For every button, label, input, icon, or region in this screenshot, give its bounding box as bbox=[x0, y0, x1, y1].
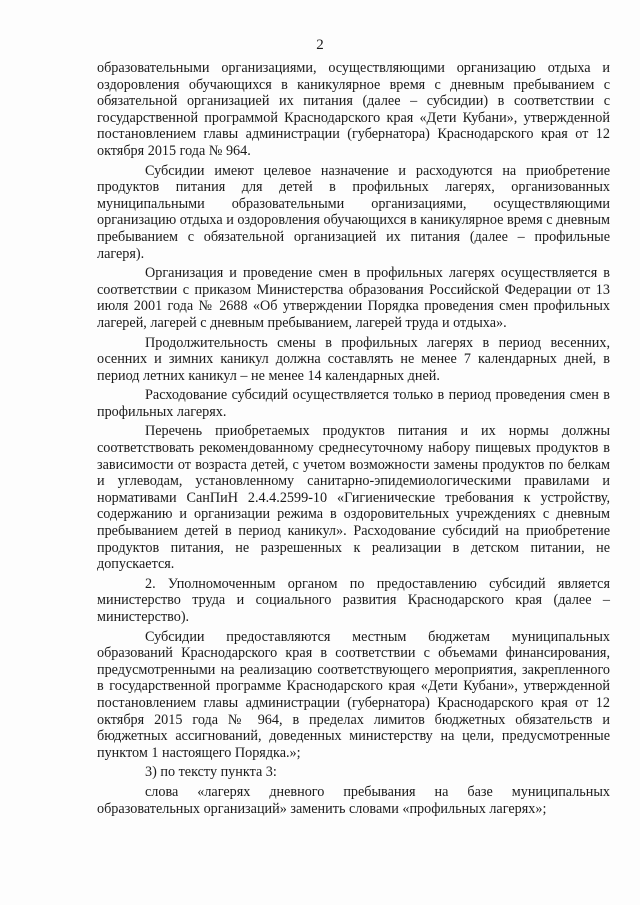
paragraph-camp-organization: Организация и проведение смен в профильных лагерях осуществляется в соответствии с приказом Министерства образования Российской Федерации от 13 июля 2001 года № 2688 «Об утверждении Порядка проведения смен профильных лагерей, лагерей с дневным пребыванием, лагерей труда и отдыха». bbox=[97, 265, 610, 331]
paragraph-authorized-body: 2. Уполномоченным органом по предоставлению субсидий является министерство труда и социального развития Краснодарского края (далее – министерство). bbox=[97, 575, 610, 625]
paragraph-spending-period: Расходование субсидий осуществляется только в период проведения смен в профильных лагерях. bbox=[97, 387, 610, 420]
paragraph-food-list: Перечень приобретаемых продуктов питания и их нормы должны соответствовать рекомендованному среднесуточному набору пищевых продуктов в зависимости от возраста детей, с учетом возможности замены продуктов по белкам и углеводам, установленному санитарно-эпидемиологическими правилами и нормативами СанПиН 2.4.4.2599-10 «Гигиенические требования к устройству, содержанию и организации режима в оздоровительных учреждениях с дневным пребыванием детей в период каникул». Расходование субсидий на приобретение продуктов питания, не разрешенных к реализации в детском питании, не допускается. bbox=[97, 423, 610, 573]
paragraph-continuation: образовательными организациями, осуществляющими организацию отдыха и оздоровления обучающихся в каникулярное время с дневным пребыванием с обязательной организацией их питания (далее – субсидии) в соответствии с государственной программой Краснодарского края «Дети Кубани», утвержденной постановлением главы администрации (губернатора) Краснодарского края от 12 октября 2015 года № 964. bbox=[97, 60, 610, 159]
paragraph-subsidy-provision: Субсидии предоставляются местным бюджетам муниципальных образований Краснодарского края в соответствии с объемами финансирования, предусмотренными на реализацию соответствующего мероприятия, закрепленного в государственной программе Краснодарского края «Дети Кубани», утвержденной постановлением главы администрации (губернатора) Краснодарского края от 12 октября 2015 года № 964, в пределах лимитов бюджетных обязательств и бюджетных ассигнований, доведенных министерству на цели, предусмотренные пунктом 1 настоящего Порядка.»; bbox=[97, 628, 610, 761]
document-body bbox=[97, 60, 610, 817]
paragraph-shift-duration: Продолжительность смены в профильных лагерях в период весенних, осенних и зимних каникул должна составлять не менее 7 календарных дней, в период летних каникул – не менее 14 календарных дней. bbox=[97, 334, 610, 384]
paragraph-item-3: 3) по тексту пункта 3: bbox=[145, 764, 277, 781]
paragraph-subsidy-purpose: Субсидии имеют целевое назначение и расходуются на приобретение продуктов питания для детей в профильных лагерях, организованных муниципальными образовательными организациями, осуществляющими организацию отдыха и оздоровления обучающихся в каникулярное время с дневным пребыванием с обязательной организацией их питания (далее – профильные лагеря). bbox=[97, 162, 610, 262]
page-number: 2 bbox=[316, 37, 324, 53]
paragraph-replace-words: слова «лагерях дневного пребывания на базе муниципальных образовательных организаций» заменить словами «профильных лагерях»; bbox=[97, 783, 610, 817]
